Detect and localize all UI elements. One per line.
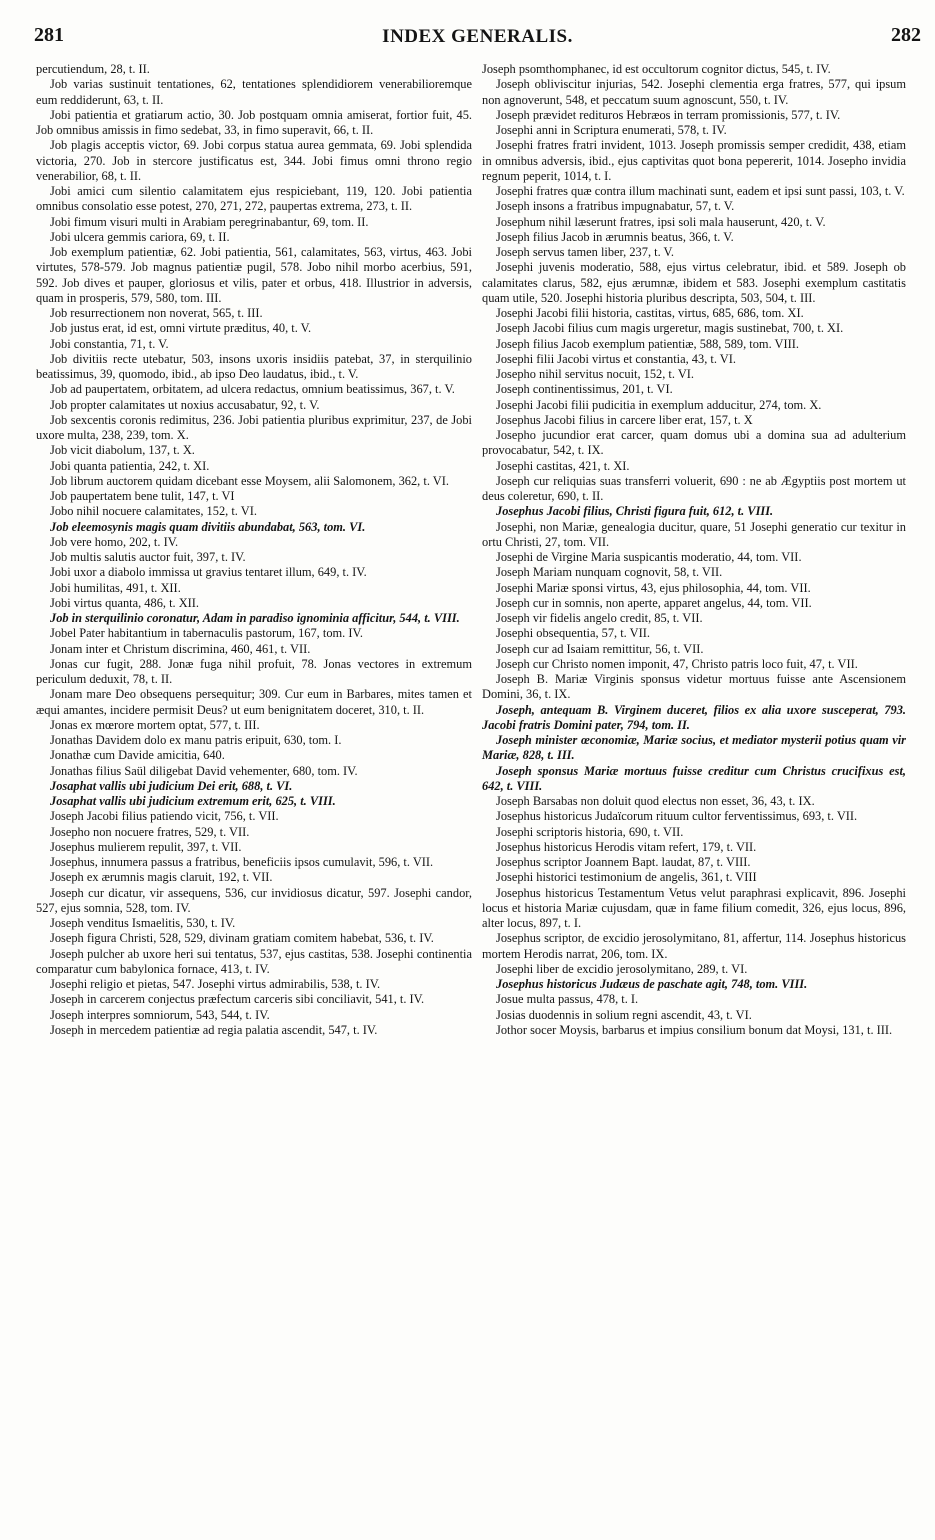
index-entry: Job justus erat, id est, omni virtute præditus, 40, t. V. bbox=[50, 321, 312, 336]
index-entry: Joseph filius Jacob in ærumnis beatus, 366, t. V. bbox=[496, 229, 734, 244]
index-entry: Joseph insons a fratribus impugnabatur, 57, t. V. bbox=[496, 199, 735, 214]
index-entry: Joseph venditus Ismaelitis, 530, t. IV. bbox=[50, 916, 236, 930]
page-number-left: 281 bbox=[34, 24, 64, 46]
index-entry: Josephus Jacobi filius in carcere liber erat, 157, t. X bbox=[496, 412, 753, 427]
index-entry: Joseph in mercedem patientiæ ad regia palatia ascendit, 547, t. IV. bbox=[50, 1022, 378, 1037]
index-entry: Jonathas Davidem dolo ex manu patris eripuit, 630, tom. I. bbox=[50, 733, 342, 747]
index-entry: Josue multa passus, 478, t. I. bbox=[496, 992, 639, 1007]
index-entry: Jobi humilitas, 491, t. XII. bbox=[50, 580, 181, 595]
left-column bbox=[36, 62, 472, 1038]
index-entry: percutiendum, 28, t. II. bbox=[36, 62, 150, 76]
index-entry: Jobi uxor a diabolo immissa ut gravius tentaret illum, 649, t. IV. bbox=[50, 565, 367, 580]
index-entry: Joseph B. Mariæ Virginis sponsus videtur mortuus fuisse ante Ascensionem Domini, 36, t. IX. bbox=[482, 672, 906, 702]
index-entry: Joseph ex ærumnis magis claruit, 192, t. VII. bbox=[50, 870, 273, 885]
index-entry: Joseph pulcher ab uxore heri sui tentatus, 537, ejus castitas, 538. Josephi continentia comparatur cum babylonica fornace, 413, t. IV. bbox=[36, 946, 472, 976]
index-entry: Joseph continentissimus, 201, t. VI. bbox=[496, 382, 673, 397]
index-entry: Josephi anni in Scriptura enumerati, 578, t. IV. bbox=[496, 123, 727, 137]
index-entry: Joseph Jacobi filius patiendo vicit, 756, t. VII. bbox=[50, 809, 279, 824]
index-entry: Josephi Mariæ sponsi virtus, 43, ejus philosophia, 44, tom. VII. bbox=[496, 580, 811, 595]
index-entry: Jothor socer Moysis, barbarus et impius consilium bonum dat Moysi, 131, t. III. bbox=[496, 1022, 893, 1037]
right-column bbox=[482, 62, 906, 1038]
index-entry: Jobi quanta patientia, 242, t. XI. bbox=[50, 458, 210, 473]
index-entry: Job librum auctorem quidam dicebant esse Moysem, alii Salomonem, 362, t. VI. bbox=[50, 473, 449, 488]
index-entry: Joseph obliviscitur injurias, 542. Josephi clementia erga fratres, 577, qui ipsum non agnoverunt, 548, et peccatum suum agnoscunt, 550, t. IV. bbox=[482, 77, 906, 107]
index-entry: Josaphat vallis ubi judicium extremum erit, 625, t. VIII. bbox=[50, 794, 336, 808]
index-entry: Job paupertatem bene tulit, 147, t. VI bbox=[50, 489, 235, 503]
index-entry: Job sexcentis coronis redimitus, 236. Jobi patientia pluribus exprimitur, 237, de Jobi uxore multa, 238, 239, tom. X. bbox=[36, 412, 472, 442]
running-title: INDEX GENERALIS. bbox=[382, 26, 573, 47]
index-entry: Joseph cur Christo nomen imponit, 47, Christo patris loco fuit, 47, t. VII. bbox=[496, 656, 858, 671]
index-entry: Josaphat vallis ubi judicium Dei erit, 688, t. VI. bbox=[50, 778, 293, 793]
index-entry: Josephi scriptoris historia, 690, t. VII. bbox=[496, 824, 684, 839]
page-number-right: 282 bbox=[891, 24, 921, 46]
index-entry: Josias duodennis in solium regni ascendit, 43, t. VI. bbox=[496, 1007, 752, 1022]
index-entry: Josepho non nocuere fratres, 529, t. VII. bbox=[50, 824, 250, 839]
index-entry: Josephus historicus Judæus de paschate agit, 748, tom. VIII. bbox=[496, 977, 808, 991]
index-entry: Josepho jucundior erat carcer, quam domus ubi a domina sua ad adulterium provocabatur, 542, t. IX. bbox=[482, 428, 906, 458]
index-entry: Josephus historicus Testamentum Vetus velut paraphrasi explicavit, 896. Josephi locus et historia Mariæ cujusdam, quæ in fame filium comedit, 326, ejus locus, 896, alter locus, 897, t. I. bbox=[482, 885, 906, 930]
index-entry: Josephi castitas, 421, t. XI. bbox=[496, 458, 630, 473]
index-entry: Joseph sponsus Mariæ mortuus fuisse creditur cum Christus crucifixus est, 642, t. VIII. bbox=[482, 763, 906, 793]
index-entry: Job vicit diabolum, 137, t. X. bbox=[50, 443, 195, 458]
index-entry: Jonathæ cum Davide amicitia, 640. bbox=[50, 748, 225, 763]
index-entry: Joseph filius Jacob exemplum patientiæ, 588, 589, tom. VIII. bbox=[496, 336, 799, 351]
index-entry: Josephi historici testimonium de angelis, 361, t. VIII bbox=[496, 870, 757, 885]
index-entry: Josephus historicus Herodis vitam refert, 179, t. VII. bbox=[496, 839, 757, 854]
index-entry: Josephi liber de excidio jerosolymitano, 289, t. VI. bbox=[496, 961, 748, 976]
index-entry: Josephus mulierem repulit, 397, t. VII. bbox=[50, 839, 242, 854]
index-entry: Job varias sustinuit tentationes, 62, tentationes splendidiorem venerabilioremque eum reddiderunt, 63, t. II. bbox=[36, 77, 472, 107]
index-entry: Joseph cur in somnis, non aperte, apparet angelus, 44, tom. VII. bbox=[496, 595, 812, 610]
index-entry: Jobi ulcera gemmis cariora, 69, t. II. bbox=[50, 229, 230, 244]
index-entry: Joseph servus tamen liber, 237, t. V. bbox=[496, 245, 675, 259]
index-entry: Josephus, innumera passus a fratribus, beneficiis ipsos cumulavit, 596, t. VII. bbox=[50, 855, 434, 869]
index-entry: Jobi fimum visuri multi in Arabiam peregrinabantur, 69, tom. II. bbox=[50, 214, 369, 229]
index-entry: Josephus scriptor Joannem Bapt. laudat, 87, t. VIII. bbox=[496, 855, 751, 869]
index-entry: Joseph cur dicatur, vir assequens, 536, cur invidiosus dicatur, 597. Josephi candor, 527, ejus somnia, 528, tom. IV. bbox=[36, 885, 472, 915]
index-entry: Josephi obsequentia, 57, t. VII. bbox=[496, 626, 650, 641]
index-entry: Josephi religio et pietas, 547. Josephi virtus admirabilis, 538, t. IV. bbox=[50, 977, 381, 991]
index-entry: Jobi virtus quanta, 486, t. XII. bbox=[50, 595, 200, 610]
index-entry: Joseph Mariam nunquam cognovit, 58, t. VII. bbox=[496, 565, 723, 580]
index-entry: Joseph prævidet redituros Hebræos in terram promissionis, 577, t. IV. bbox=[496, 107, 841, 122]
index-entry: Joseph vir fidelis angelo credit, 85, t. VII. bbox=[496, 611, 703, 625]
index-entry: Joseph, antequam B. Virginem duceret, filios ex alia uxore susceperat, 793. Jacobi fratris Domini pater, 794, tom. II. bbox=[482, 702, 906, 732]
index-entry: Job eleemosynis magis quam divitiis abundabat, 563, tom. VI. bbox=[50, 519, 366, 534]
index-entry: Josephum nihil læserunt fratres, ipsi soli mala hauserunt, 420, t. V. bbox=[496, 214, 826, 229]
index-entry: Jonathas filius Saül diligebat David vehementer, 680, tom. IV. bbox=[50, 763, 358, 778]
index-entry: Jonam inter et Christum discrimina, 460, 461, t. VII. bbox=[50, 641, 311, 656]
index-entry: Josepho nihil servitus nocuit, 152, t. VI. bbox=[496, 367, 695, 381]
index-entry: Job propter calamitates ut noxius accusabatur, 92, t. V. bbox=[50, 397, 320, 412]
index-entry: Josephi, non Mariæ, genealogia ducitur, quare, 51 Josephi generatio cur texitur in ortu Christi, 27, tom. VII. bbox=[482, 519, 906, 549]
index-entry: Jobo nihil nocuere calamitates, 152, t. VI. bbox=[50, 504, 257, 519]
index-entry: Josephi fratres quæ contra illum machinati sunt, eadem et ipsi sunt passi, 103, t. V. bbox=[496, 184, 905, 198]
index-entry: Josephi filii Jacobi virtus et constantia, 43, t. VI. bbox=[496, 351, 736, 366]
index-entry: Josephi de Virgine Maria suspicantis moderatio, 44, tom. VII. bbox=[496, 550, 802, 564]
index-entry: Joseph cur reliquias suas transferri voluerit, 690 : ne ab Ægyptiis post mortem ut deus coleretur, 690, t. II. bbox=[482, 473, 906, 503]
index-entry: Jonas cur fugit, 288. Jonæ fuga nihil profuit, 78. Jonas vectores in extremum periculum deduxit, 78, t. II. bbox=[36, 656, 472, 686]
index-entry: Josephi fratres fratri invident, 1013. Joseph promissis semper credidit, 438, etiam in omnibus adversis, ibid., ejus captivitas quot bona pepererit, 1014. Josepho invidia regnum peperit, 1014, t. I. bbox=[482, 138, 906, 183]
index-entry: Jonas ex mœrore mortem optat, 577, t. III. bbox=[50, 717, 260, 732]
index-entry: Joseph figura Christi, 528, 529, divinam gratiam comitem habebat, 536, t. IV. bbox=[50, 931, 434, 946]
index-entry: Josephi Jacobi filii historia, castitas, virtus, 685, 686, tom. XI. bbox=[496, 306, 804, 320]
index-entry: Josephi juvenis moderatio, 588, ejus virtus celebratur, ibid. et 589. Joseph ob calamitates clarus, 582, ejus ærumnæ, ibidem et 583. Josephi exemplum castitatis quam utile, 520. Josephi historia pluribus descripta, 503, 504, t. III. bbox=[482, 260, 906, 305]
index-entry: Joseph cur ad Isaiam remittitur, 56, t. VII. bbox=[496, 641, 704, 656]
index-entry: Job vere homo, 202, t. IV. bbox=[50, 534, 179, 549]
index-entry: Josephus scriptor, de excidio jerosolymitano, 81, affertur, 114. Josephus historicus mortem Herodis narrat, 206, tom. IX. bbox=[482, 931, 906, 961]
index-entry: Jonam mare Deo obsequens persequitur; 309. Cur eum in Barbares, mites tamen et æqui amantes, incidere permisit Deus? ut eum benignitatem doceret, 310, t. II. bbox=[36, 687, 472, 717]
index-entry: Jobi patientia et gratiarum actio, 30. Job postquam omnia amiserat, fortior fuit, 45. Job omnibus amissis in fimo sedebat, 33, in fimo superavit, 66, t. II. bbox=[36, 107, 472, 137]
index-entry: Joseph psomthomphanec, id est occultorum cognitor dictus, 545, t. IV. bbox=[482, 62, 831, 76]
index-entry: Joseph Jacobi filius cum magis urgeretur, magis sustinebat, 700, t. XI. bbox=[496, 321, 844, 336]
index-entry: Joseph minister œconomiæ, Mariæ socius, et mediator mysterii potius quam vir Mariæ, 828, t. III. bbox=[482, 733, 906, 763]
index-entry: Job ad paupertatem, orbitatem, ad ulcera redactus, omnium beatissimus, 367, t. V. bbox=[50, 382, 455, 397]
index-entry: Josephi Jacobi filii pudicitia in exemplum adducitur, 274, tom. X. bbox=[496, 397, 822, 412]
index-entry: Job exemplum patientiæ, 62. Jobi patientia, 561, calamitates, 563, virtus, 463. Jobi virtutes, 578-579. Job magnus patientiæ pugil, 578. Jobo nihil morbo acerbius, 591, 592. Job dives et pauper, gloriosus et vilis, pater et orbus, 418. Illustrior in adversis, quam in prosperis, 579, 580, tom. III. bbox=[36, 245, 472, 305]
index-entry: Josephus historicus Judaïcorum rituum cultor ferventissimus, 693, t. VII. bbox=[496, 809, 858, 824]
index-entry: Josephus Jacobi filius, Christi figura fuit, 612, t. VIII. bbox=[496, 504, 774, 519]
index-entry: Joseph interpres somniorum, 543, 544, t. IV. bbox=[50, 1007, 270, 1022]
index-entry: Job divitiis recte utebatur, 503, insons uxoris insidiis patebat, 37, in sterquilinio beatissimus, 39, quomodo, ibid., ab ipso Deo laudatus, ibid., t. V. bbox=[36, 351, 472, 381]
index-entry: Jobi amici cum silentio calamitatem ejus respiciebant, 119, 120. Jobi patientia omnibus consolatio esse potest, 270, 271, 272, paupertas extrema, 273, t. II. bbox=[36, 184, 472, 214]
index-entry: Jobel Pater habitantium in tabernaculis pastorum, 167, tom. IV. bbox=[50, 626, 363, 641]
page-header bbox=[34, 24, 921, 50]
index-entry: Jobi constantia, 71, t. V. bbox=[50, 336, 169, 351]
index-entry: Job resurrectionem non noverat, 565, t. III. bbox=[50, 306, 263, 320]
index-entry: Joseph in carcerem conjectus præfectum carceris sibi conciliavit, 541, t. IV. bbox=[50, 992, 425, 1007]
index-entry: Job in sterquilinio coronatur, Adam in paradiso ignominia afficitur, 544, t. VIII. bbox=[50, 611, 460, 625]
index-entry: Job plagis acceptis victor, 69. Jobi corpus statua aurea gemmata, 69. Jobi splendida victoria, 270. Job in stercore justificatus est, 344. Jobi fimus omni throno regio venerabilior, 68, t. II. bbox=[36, 138, 472, 183]
index-entry: Job multis salutis auctor fuit, 397, t. IV. bbox=[50, 550, 246, 564]
index-entry: Joseph Barsabas non doluit quod electus non esset, 36, 43, t. IX. bbox=[496, 794, 815, 808]
